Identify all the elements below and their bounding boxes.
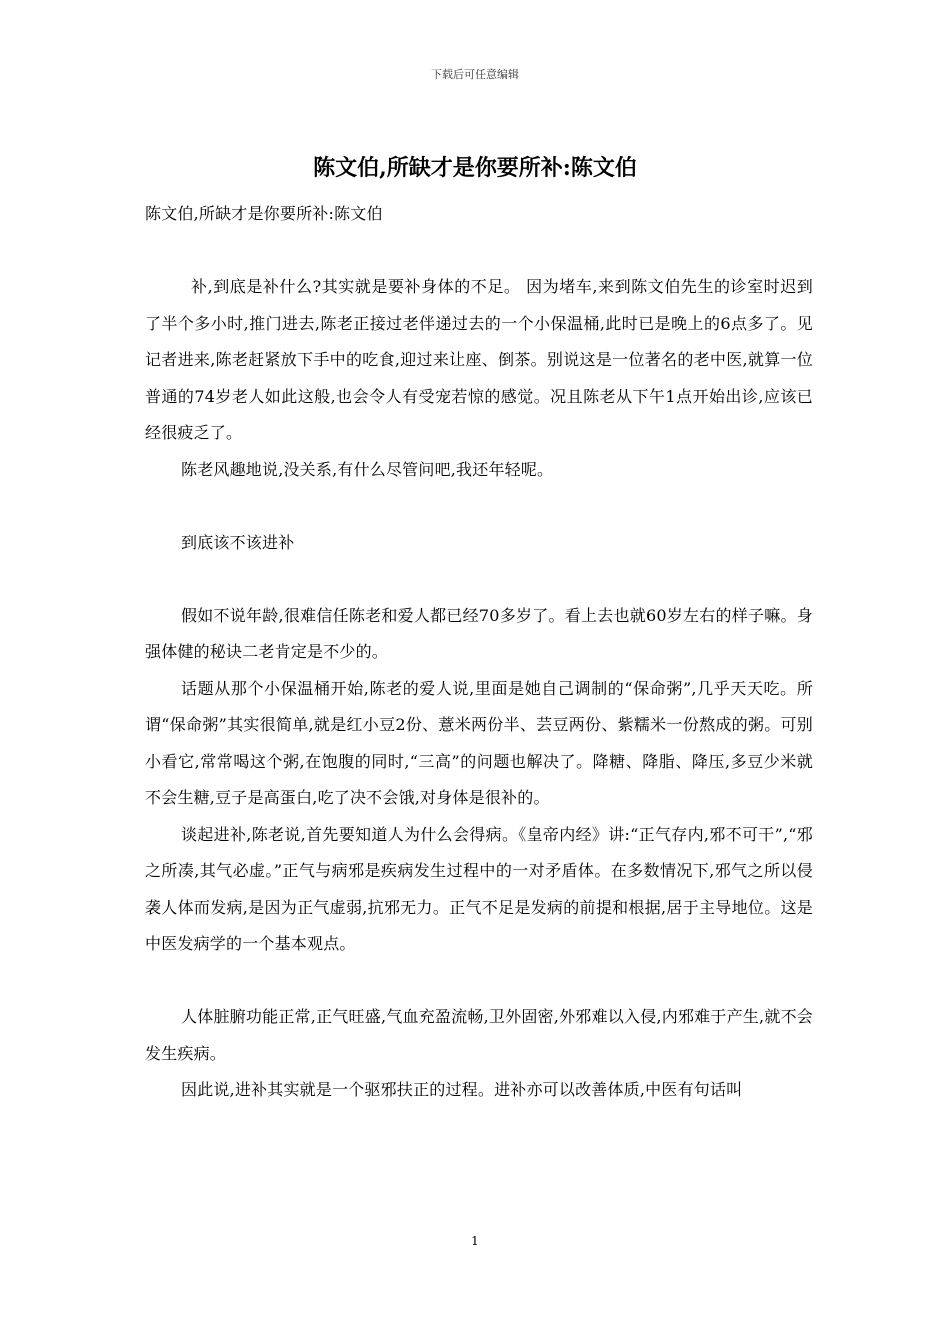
subtitle-line: 陈文伯,所缺才是你要所补:陈文伯 [145, 204, 383, 223]
header-note: 下载后可任意编辑 [431, 68, 519, 81]
page-number: 1 [471, 1234, 479, 1248]
paragraph-quote: 陈老风趣地说,没关系,有什么尽管问吧,我还年轻呢。 [181, 459, 554, 479]
paragraph-theory: 谈起进补,陈老说,首先要知道人为什么会得病。《皇帝内经》讲:“正气存内,邪不可干”,“邪之所凑,其气必虚。”正气与病邪是疾病发生过程中的一对矛盾体。在多数情况下,邪气之所以侵袭人体而发病,是因为正气虚弱,抗邪无力。正气不足是发病的前提和根据,居于主导地位。这是中医发病学的一个基本观点。 [145, 824, 813, 953]
paragraph-organs: 人体脏腑功能正常,正气旺盛,气血充盈流畅,卫外固密,外邪难以入侵,内邪难于产生,就不会发生疾病。 [145, 1007, 813, 1063]
paragraph-age: 假如不说年龄,很难信任陈老和爱人都已经70多岁了。看上去也就60岁左右的样子嘛。身强体健的秘诀二老肯定是不少的。 [145, 605, 813, 661]
blank-line [145, 963, 813, 1000]
paragraph-porridge: 话题从那个小保温桶开始,陈老的爱人说,里面是她自己调制的“保命粥”,几乎天天吃。所谓“保命粥”其实很简单,就是红小豆2份、薏米两份半、芸豆两份、紫糯米一份熬成的粥。可别小看它,常常喝这个粥,在饱腹的同时,“三高”的问题也解决了。降糖、降脂、降压,多豆少米就不会生糖,豆子是高蛋白,吃了决不会饿,对身体是很补的。 [145, 678, 813, 807]
blank-line [145, 488, 813, 525]
document-body [145, 196, 813, 1109]
paragraph-conclusion: 因此说,进补其实就是一个驱邪扶正的过程。进补亦可以改善体质,中医有句话叫 [181, 1080, 743, 1099]
blank-line [145, 233, 813, 270]
paragraph-intro: 补,到底是补什么?其实就是要补身体的不足。 因为堵车,来到陈文伯先生的诊室时迟到了半个多小时,推门进去,陈老正接过老伴递过去的一个小保温桶,此时已是晚上的6点多了。见记者进来,陈老赶紧放下手中的吃食,迎过来让座、倒茶。别说这是一位著名的老中医,就算一位普通的74岁老人如此这般,也会令人有受宠若惊的感觉。况且陈老从下午1点开始出诊,应该已经很疲乏了。 [145, 277, 813, 442]
blank-line [145, 561, 813, 598]
document-title: 陈文伯,所缺才是你要所补:陈文伯 [313, 155, 637, 181]
section-heading: 到底该不该进补 [181, 532, 295, 552]
